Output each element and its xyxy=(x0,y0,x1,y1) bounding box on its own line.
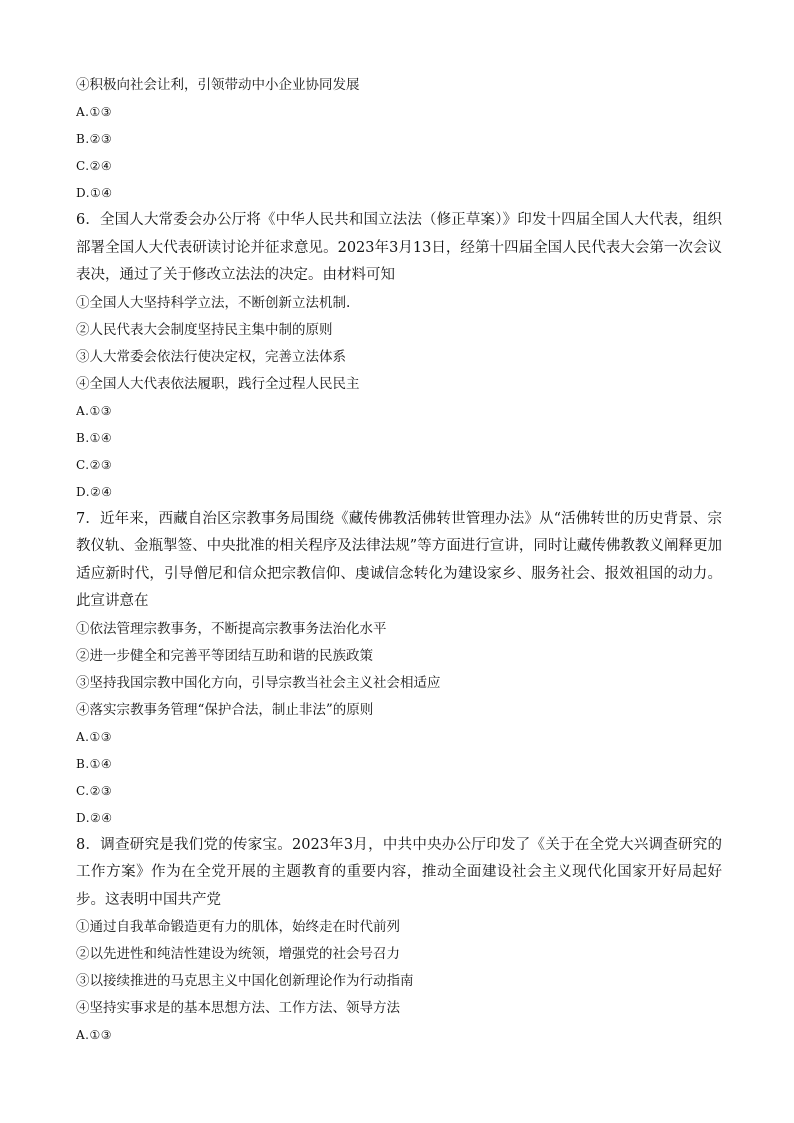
q8-statement-2: ②以先进性和纯洁性建设为统领，增强党的社会号召力 xyxy=(76,946,400,962)
q8-option-a: A.①③ xyxy=(76,1028,112,1042)
q8-statement-3: ③以接续推进的马克思主义中国化创新理论作为行动指南 xyxy=(76,973,414,989)
q7-stem: 7．近年来，西藏自治区宗教事务局围绕《藏传佛教活佛转世管理办法》从“活佛转世的历史背景、宗教仪轨、金瓶掣签、中央批准的相关程序及法律法规”等方面进行宣讲，同时让藏传佛教教义阐释更加适应新时代，引导僧尼和信众把宗教信仰、虔诚信念转化为建设家乡、服务社会、报效祖国的动力。此宣讲意在 xyxy=(76,510,722,609)
q7-statement-3: ③坚持我国宗教中国化方向，引导宗教当社会主义社会相适应 xyxy=(76,674,441,691)
q7-statement-2: ②进一步健全和完善平等团结互助和谐的民族政策 xyxy=(76,647,373,664)
q8-stem: 8．调查研究是我们党的传家宝。2023年3月，中共中央办公厅印发了《关于在全党大兴调查研究的工作方案》作为在全党开展的主题教育的重要内容，推动全面建设社会主义现代化国家开好局起好步。这表明中国共产党 xyxy=(76,836,722,908)
q8-statement-4: ④坚持实事求是的基本思想方法、工作方法、领导方法 xyxy=(76,1000,400,1016)
q5-option-c: C.②④ xyxy=(76,159,113,173)
q6-statement-2: ②人民代表大会制度坚持民主集中制的原则 xyxy=(76,321,333,338)
q6-statement-1: ①全国人大坚持科学立法，不断创新立法机制. xyxy=(76,294,351,311)
q6-option-a: A.①③ xyxy=(76,403,112,418)
q7-option-d: D.②④ xyxy=(76,810,113,825)
q6-statement-3: ③人大常委会依法行使决定权，完善立法体系 xyxy=(76,348,346,365)
q6-stem: 6．全国人大常委会办公厅将《中华人民共和国立法法（修正草案）》印发十四届全国人大代表，组织部署全国人大代表研读讨论并征求意见。2023年3月13日，经第十四届全国人民代表大会第一次会议表决，通过了关于修改立法法的决定。由材料可知 xyxy=(76,212,722,283)
q5-option-b: B.②③ xyxy=(76,132,113,146)
q5-option-d: D.①④ xyxy=(76,186,113,200)
q5-statement-4: ④积极向社会让利，引领带动中小企业协同发展 xyxy=(76,77,360,93)
q6-option-d: D.②④ xyxy=(76,484,113,499)
q7-option-b: B.①④ xyxy=(76,756,113,771)
q5-option-a: A.①③ xyxy=(76,105,112,119)
q6-statement-4: ④全国人大代表依法履职，践行全过程人民民主 xyxy=(76,375,360,392)
q7-statement-4: ④落实宗教事务管理“保护合法，制止非法”的原则 xyxy=(76,701,374,718)
q6-option-b: B.①④ xyxy=(76,430,113,445)
document-page xyxy=(76,72,722,1049)
q7-statement-1: ①依法管理宗教事务，不断提高宗教事务法治化水平 xyxy=(76,620,387,637)
q8-statement-1: ①通过自我革命锻造更有力的肌体，始终走在时代前列 xyxy=(76,919,400,935)
q7-option-c: C.②③ xyxy=(76,783,113,798)
q7-option-a: A.①③ xyxy=(76,729,112,744)
q6-option-c: C.②③ xyxy=(76,457,113,472)
